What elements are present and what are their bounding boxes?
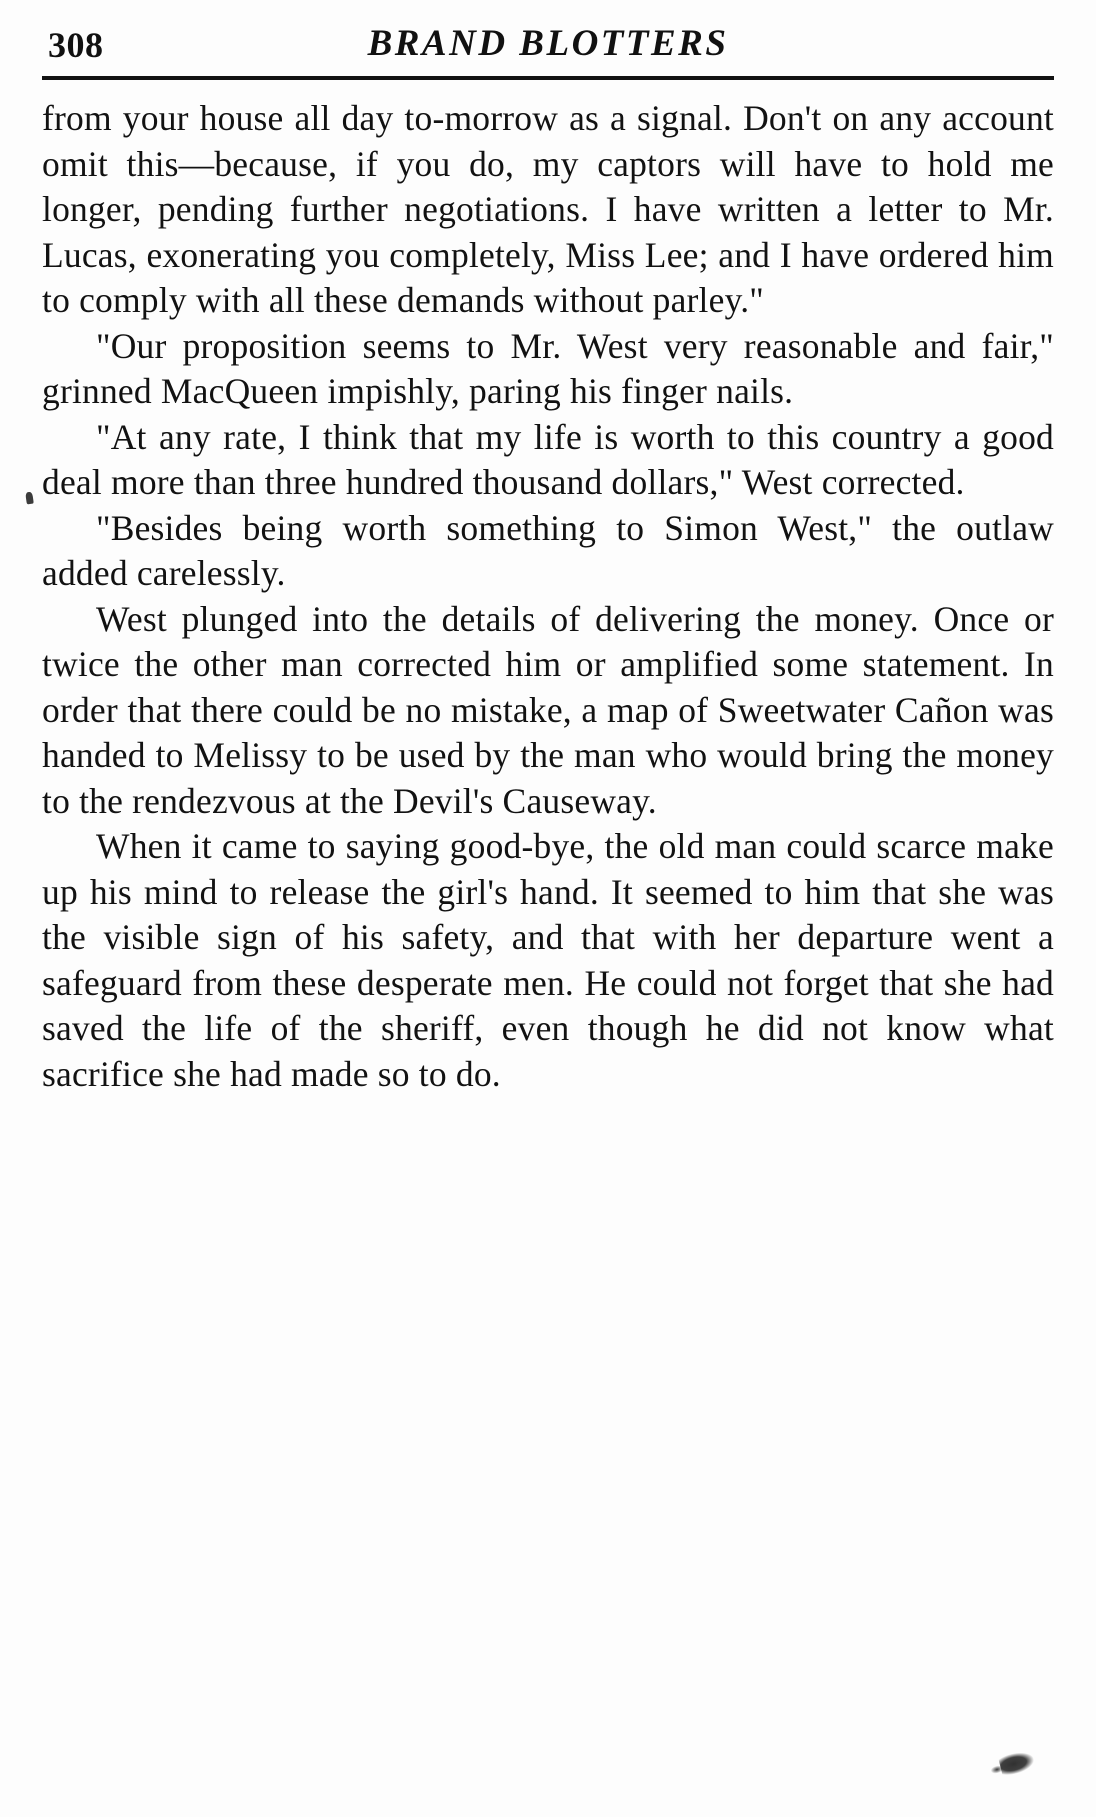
- paragraph: "Our proposition seems to Mr. West very reasonable and fair," grinned MacQueen impishly, paring his finger nails.: [42, 325, 1054, 411]
- page-body: [42, 96, 1054, 1097]
- paragraph: "Besides being worth something to Simon West," the outlaw added carelessly.: [42, 507, 1054, 593]
- paragraph: West plunged into the details of delivering the money. Once or twice the other man corrected him or amplified some statement. In order that there could be no mistake, a map of Sweetwater Cañon was handed to Melissy to be used by the man who would bring the money to the rendezvous at the Devil's Causeway.: [42, 598, 1054, 821]
- page-number: 308: [48, 25, 104, 65]
- ink-smudge-icon: [25, 492, 34, 505]
- ink-blot-icon: [998, 1749, 1036, 1777]
- paragraph: "At any rate, I think that my life is worth to this country a good deal more than three hundred thousand dollars," West corrected.: [42, 416, 1054, 502]
- running-head-title: BRAND BLOTTERS: [367, 23, 729, 64]
- paragraph: When it came to saying good-bye, the old man could scarce make up his mind to release the girl's hand. It seemed to him that she was the visible sign of his safety, and that with her departure went a safeguard from these desperate men. He could not forget that she had saved the life of the sheriff, even though he did not know what sacrifice she had made so to do.: [42, 826, 1054, 1094]
- header-rule: [42, 76, 1054, 80]
- page-header: [42, 16, 1054, 76]
- paragraph: from your house all day to-morrow as a signal. Don't on any account omit this—because, if you do, my captors will have to hold me longer, pending further negotiations. I have written a letter to Mr. Lucas, exonerating you completely, Miss Lee; and I have ordered him to comply with all these demands without parley.": [42, 98, 1054, 320]
